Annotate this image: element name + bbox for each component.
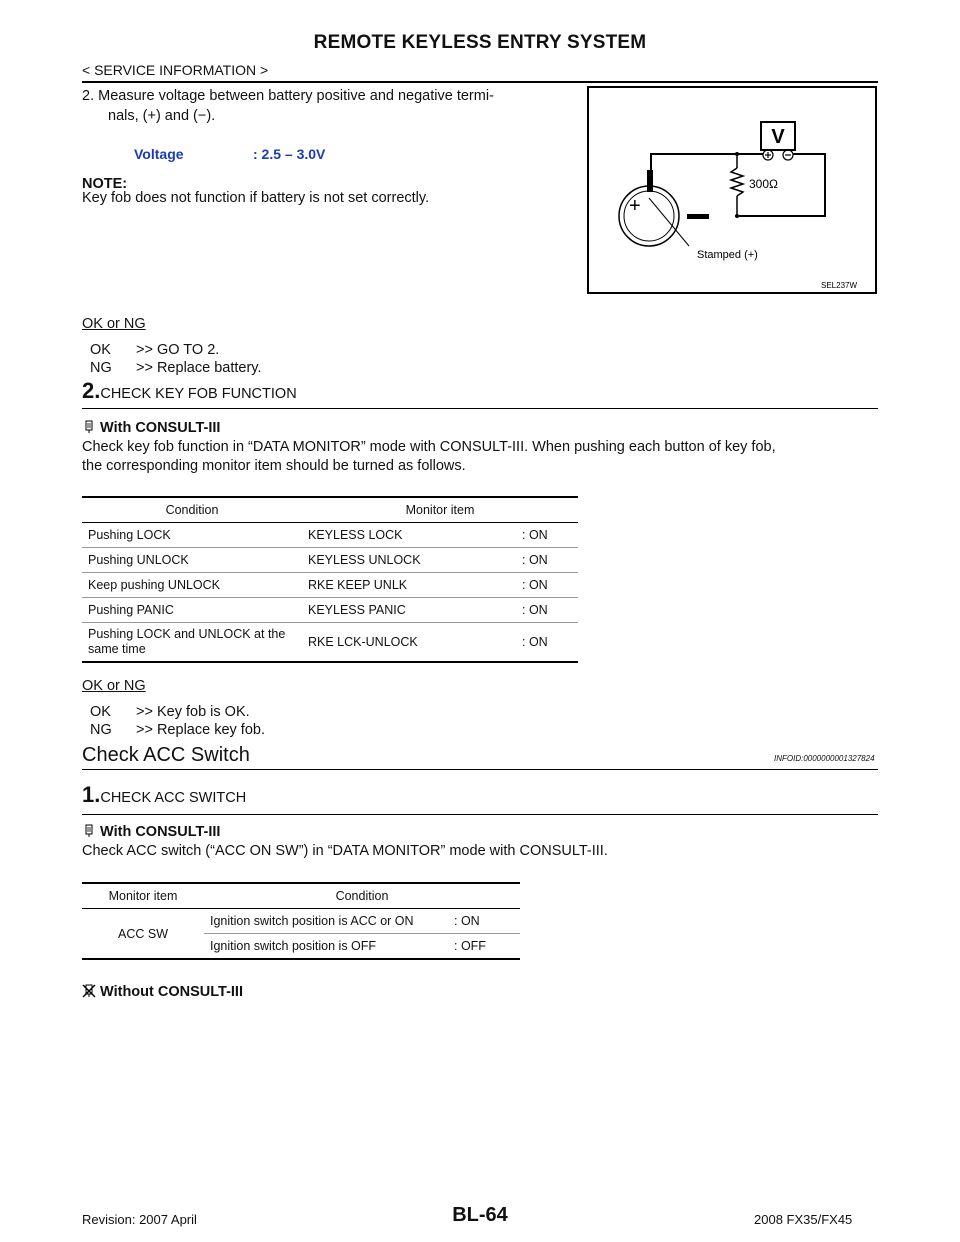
ok-text-1: >> GO TO 2. — [136, 342, 220, 358]
page-title: REMOTE KEYLESS ENTRY SYSTEM — [313, 32, 647, 53]
ok-ng-label-1: OK or NG — [82, 316, 146, 332]
table-header: Condition — [204, 883, 520, 909]
table-cell: KEYLESS UNLOCK — [302, 548, 516, 573]
ok-ng-label-2: OK or NG — [82, 678, 146, 694]
circuit-diagram — [589, 88, 875, 292]
table-cell: RKE LCK-UNLOCK — [302, 623, 516, 663]
ng-key-2: NG — [90, 722, 112, 738]
table-row — [82, 573, 578, 598]
step-2-heading — [82, 378, 297, 404]
acc-section-heading: Check ACC Switch — [82, 744, 250, 766]
table-cell: RKE KEEP UNLK — [302, 573, 516, 598]
section-label: < SERVICE INFORMATION > — [82, 62, 269, 78]
voltage-measurement-figure — [587, 86, 877, 294]
ok-text-2: >> Key fob is OK. — [136, 704, 250, 720]
table-cell: : ON — [516, 598, 578, 623]
without-consult-label: Without CONSULT-III — [100, 984, 243, 1000]
step-number: 1. — [82, 782, 101, 807]
model-label: 2008 FX35/FX45 — [754, 1212, 853, 1227]
table-row — [82, 548, 578, 573]
table-cell: Ignition switch position is OFF — [204, 934, 448, 960]
table-cell: : ON — [448, 909, 520, 934]
table-cell: Pushing UNLOCK — [82, 548, 302, 573]
step-2-desc-1: Check key fob function in “DATA MONITOR” mode with CONSULT-III. When pushing each button of key fob, — [82, 439, 776, 455]
step-title: CHECK ACC SWITCH — [100, 790, 247, 806]
acc-step-rule — [82, 814, 878, 815]
table-cell: KEYLESS LOCK — [302, 523, 516, 548]
note-label: NOTE: — [82, 176, 128, 192]
consult-icon — [82, 824, 96, 838]
table-row — [82, 523, 578, 548]
svg-text:SEL237W: SEL237W — [821, 281, 858, 290]
spec-label: Voltage — [134, 146, 184, 162]
with-consult-acc — [82, 822, 220, 842]
table-row — [82, 623, 578, 663]
step-title: CHECK KEY FOB FUNCTION — [100, 386, 297, 402]
table-cell: : ON — [516, 523, 578, 548]
table-header: Monitor item — [302, 497, 578, 523]
table-cell: : ON — [516, 623, 578, 663]
table-cell: : OFF — [448, 934, 520, 960]
table-cell: : ON — [516, 548, 578, 573]
table-cell: Pushing LOCK — [82, 523, 302, 548]
no-consult-icon — [82, 984, 96, 998]
table-header: Monitor item — [82, 883, 204, 909]
ng-key-1: NG — [90, 360, 112, 376]
info-id: INFOID:0000000001327824 — [774, 754, 875, 763]
step-2-rule — [82, 408, 878, 409]
with-consult-label: With CONSULT-III — [100, 420, 221, 436]
without-consult — [82, 982, 243, 1002]
table-row — [82, 909, 520, 934]
page-number: BL-64 — [452, 1204, 508, 1226]
svg-text:+: + — [629, 195, 641, 217]
spec-value: : 2.5 – 3.0V — [253, 146, 326, 162]
table-cell: KEYLESS PANIC — [302, 598, 516, 623]
revision-label: Revision: 2007 April — [82, 1212, 197, 1227]
step-number: 2. — [82, 378, 101, 403]
acc-desc: Check ACC switch (“ACC ON SW”) in “DATA MONITOR” mode with CONSULT-III. — [82, 843, 608, 859]
with-consult-2 — [82, 418, 220, 438]
svg-text:Stamped (+): Stamped (+) — [697, 249, 758, 261]
step-2-desc-2: the corresponding monitor item should be turned as follows. — [82, 458, 466, 474]
ng-text-2: >> Replace key fob. — [136, 722, 265, 738]
note-text: Key fob does not function if battery is not set correctly. — [82, 190, 430, 206]
with-consult-label: With CONSULT-III — [100, 824, 221, 840]
svg-text:V: V — [771, 126, 785, 148]
svg-text:300Ω: 300Ω — [749, 177, 778, 191]
table-cell: Ignition switch position is ACC or ON — [204, 909, 448, 934]
battery-icon — [619, 186, 679, 246]
key-fob-table — [82, 496, 578, 663]
acc-table — [82, 882, 520, 960]
consult-icon — [82, 420, 96, 434]
table-row — [82, 598, 578, 623]
ok-key-2: OK — [90, 704, 111, 720]
table-cell: Pushing PANIC — [82, 598, 302, 623]
header-rule — [82, 81, 878, 83]
acc-heading-rule — [82, 769, 878, 770]
table-header: Condition — [82, 497, 302, 523]
table-cell: ACC SW — [82, 909, 204, 960]
ng-text-1: >> Replace battery. — [136, 360, 262, 376]
ok-key-1: OK — [90, 342, 111, 358]
table-cell: Keep pushing UNLOCK — [82, 573, 302, 598]
acc-step-1-heading — [82, 782, 246, 808]
instruction-line-1: 2. Measure voltage between battery positive and negative termi- — [82, 88, 494, 104]
table-cell: Pushing LOCK and UNLOCK at the same time — [82, 623, 302, 663]
instruction-line-2: nals, (+) and (−). — [108, 108, 216, 124]
table-cell: : ON — [516, 573, 578, 598]
